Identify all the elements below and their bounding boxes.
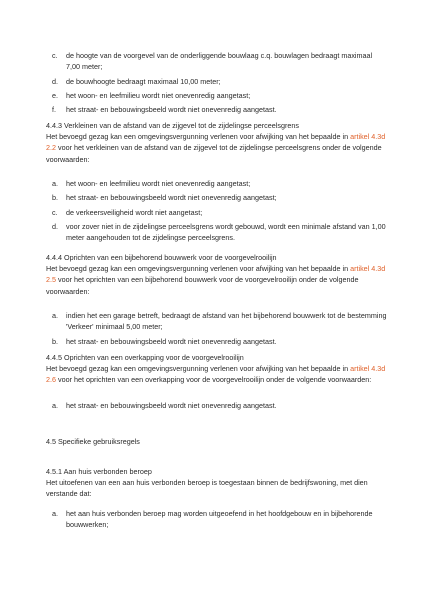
intro-text: voor het oprichten van een overkapping voor de voorgevelrooilijn onder de volgende voorwaarden:	[56, 375, 372, 385]
list-text: de bouwhoogte bedraagt maximaal 10,00 meter;	[66, 76, 221, 86]
list-text: het straat- en bebouwingsbeeld wordt niet onevenredig aangetast;	[66, 193, 277, 203]
section-heading: 4.5.1 Aan huis verbonden beroep	[46, 467, 152, 476]
section-4-4-4-list	[52, 310, 388, 347]
list-label: f.	[52, 105, 56, 115]
list-label: d.	[52, 222, 58, 232]
list-text: het woon- en leefmilieu wordt niet onevenredig aangetast;	[66, 90, 251, 100]
list-label: b.	[52, 193, 58, 203]
list-label: c.	[52, 207, 58, 217]
section-heading: 4.5 Specifieke gebruiksregels	[46, 437, 140, 446]
section-intro: Het uitoefenen van een aan huis verbonden beroep is toegestaan binnen de bedrijfswoning, met dien verstande dat:	[46, 478, 368, 499]
list-text: de verkeersveiligheid wordt niet aangetast;	[66, 207, 203, 217]
list-text: het straat- en bebouwingsbeeld wordt niet onevenredig aangetast.	[66, 336, 277, 346]
list-label: e.	[52, 90, 58, 100]
intro-text: Het bevoegd gezag kan een omgevingsvergunning verlenen voor afwijking van het bepaalde in	[46, 264, 351, 274]
list-label: a.	[52, 509, 58, 518]
article-link[interactable]: artikel 4.3d 2.5	[46, 264, 386, 285]
list-item	[52, 50, 388, 72]
list-item	[52, 104, 388, 115]
list-item	[52, 192, 388, 203]
section-heading: 4.4.5 Oprichten van een overkapping voor de voorgevelrooilijn	[46, 353, 244, 362]
intro-text: Het bevoegd gezag kan een omgevingsvergunning verlenen voor afwijking van het bepaalde in	[46, 132, 351, 142]
section-heading: 4.4.4 Oprichten van een bijbehorend bouwwerk voor de voorgevelrooilijn	[46, 253, 277, 262]
list-item	[52, 178, 388, 189]
section-4-4-5-list	[52, 400, 388, 411]
intro-text: voor het oprichten van een bijbehorend bouwwerk voor de voorgevelrooilijn onder de volgende voorwaarden:	[46, 275, 359, 296]
section-4-4-5	[46, 352, 386, 386]
list-item	[52, 336, 388, 347]
list-item	[52, 221, 388, 243]
list-item	[52, 76, 388, 87]
article-link[interactable]: artikel 4.3d 2.6	[46, 364, 386, 385]
list-label: a.	[52, 311, 58, 320]
intro-text: Het bevoegd gezag kan een omgevingsvergunning verlenen voor afwijking van het bepaalde in	[46, 364, 351, 374]
list-item	[52, 207, 388, 218]
list-text: de hoogte van de voorgevel van de onderliggende bouwlaag c.q. bouwlagen bedraagt maximaal 7,00 meter;	[66, 51, 373, 72]
section-4-4-4	[46, 252, 386, 297]
list-label: d.	[52, 76, 58, 86]
list-text: het woon- en leefmilieu wordt niet onevenredig aangetast;	[66, 179, 251, 188]
article-link[interactable]: artikel 4.3d 2.2	[46, 132, 386, 153]
section-4-4-3-list	[52, 178, 388, 244]
list-text: het aan huis verbonden beroep mag worden uitgeoefend in het hoofdgebouw en in bijbehorende bouwwerken;	[66, 509, 373, 530]
list-item	[52, 90, 388, 101]
section-intro	[46, 363, 386, 385]
intro-text: voor het verkleinen van de afstand van de zijgevel tot de zijdelingse perceelsgrens onder de volgende voorwaarden:	[46, 143, 382, 164]
section-intro	[46, 131, 386, 165]
list-text: het straat- en bebouwingsbeeld wordt niet onevenredig aangetast.	[66, 401, 277, 410]
section-4-4-3	[46, 120, 386, 165]
section-intro	[46, 263, 386, 297]
list-item	[52, 508, 388, 530]
list-text: voor zover niet in de zijdelingse perceelsgrens wordt gebouwd, wordt een minimale afstand van 1,00 meter aangehouden tot de zijdelingse perceelsgrens.	[66, 222, 386, 243]
list-label: b.	[52, 336, 58, 346]
list-continued	[52, 50, 388, 116]
list-label: c.	[52, 51, 58, 60]
list-text: indien het een garage betreft, bedraagt de afstand van het bijbehorend bouwwerk tot de bestemming 'Verkeer' minimaal 5,00 meter;	[66, 311, 387, 332]
section-4-5-1-list	[52, 508, 388, 530]
list-item	[52, 400, 388, 411]
section-4-5	[46, 436, 386, 447]
section-4-5-1	[46, 466, 386, 500]
list-text: het straat- en bebouwingsbeeld wordt niet onevenredig aangetast.	[66, 105, 277, 115]
list-label: a.	[52, 179, 58, 188]
section-heading: 4.4.3 Verkleinen van de afstand van de zijgevel tot de zijdelingse perceelsgrens	[46, 121, 299, 130]
list-label: a.	[52, 401, 58, 410]
list-item	[52, 310, 388, 332]
